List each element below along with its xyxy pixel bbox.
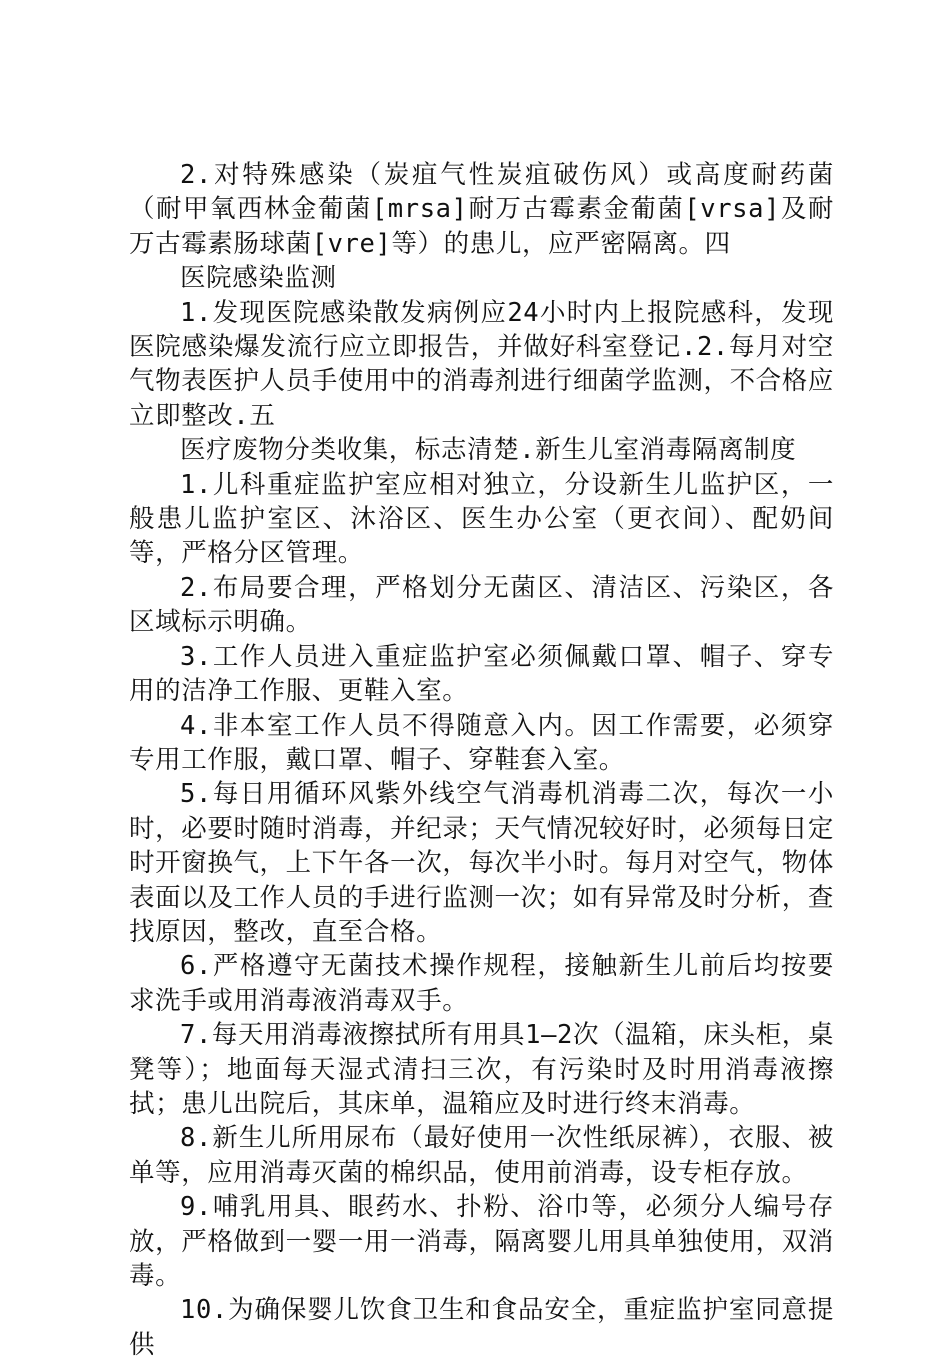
paragraph-neonatal-rule-1: 1.儿科重症监护室应相对独立，分设新生儿监护区，一般患儿监护室区、沐浴区、医生办公室（更衣间）、配奶间等，严格分区管理。	[129, 469, 834, 569]
paragraph-neonatal-rule-7: 7.每天用消毒液擦拭所有用具1—2次（温箱，床头柜，桌凳等）；地面每天湿式清扫三次，有污染时及时用消毒液擦拭；患儿出院后，其床单，温箱应及时进行终末消毒。	[129, 1020, 834, 1119]
paragraph-neonatal-rule-9: 9.哺乳用具、眼药水、扑粉、浴巾等，必须分人编号存放，严格做到一婴一用一消毒，隔离婴儿用具单独使用，双消毒。	[129, 1192, 834, 1291]
paragraph-isolation-rule-2: 2.对特殊感染（炭疽气性炭疽破伤风）或高度耐药菌（耐甲氧西林金葡菌[mrsa]耐万古霉素金葡菌[vrsa]及耐万古霉素肠球菌[vre]等）的患儿，应严密隔离。四	[129, 160, 834, 259]
paragraph-monitoring-rules: 1.发现医院感染散发病例应24小时内上报院感科，发现医院感染爆发流行应立即报告，并做好科室登记.2.每月对空气物表医护人员手使用中的消毒剂进行细菌学监测，不合格应立即整改.五	[129, 297, 834, 431]
section-heading-waste-and-neonatal: 医疗废物分类收集，标志清楚.新生儿室消毒隔离制度	[180, 435, 797, 466]
paragraph-neonatal-rule-2: 2.布局要合理，严格划分无菌区、清洁区、污染区，各区域标示明确。	[129, 572, 834, 638]
paragraph-neonatal-rule-10: 10.为确保婴儿饮食卫生和食品安全，重症监护室同意提供	[129, 1295, 834, 1360]
paragraph-neonatal-rule-4: 4.非本室工作人员不得随意入内。因工作需要，必须穿专用工作服，戴口罩、帽子、穿鞋套入室。	[129, 710, 834, 775]
paragraph-neonatal-rule-5: 5.每日用循环风紫外线空气消毒机消毒二次，每次一小时，必要时随时消毒，并纪录；天气情况较好时，必须每日定时开窗换气，上下午各一次，每次半小时。每月对空气，物体表面以及工作人员的手进行监测一次；如有异常及时分析，查找原因，整改，直至合格。	[129, 779, 834, 947]
paragraph-neonatal-rule-6: 6.严格遵守无菌技术操作规程，接触新生儿前后均按要求洗手或用消毒液消毒双手。	[129, 951, 834, 1016]
paragraph-neonatal-rule-8: 8.新生儿所用尿布（最好使用一次性纸尿裤），衣服、被单等，应用消毒灭菌的棉织品，使用前消毒，设专柜存放。	[129, 1123, 834, 1188]
section-heading-infection-monitoring: 医院感染监测	[180, 263, 337, 294]
paragraph-neonatal-rule-3: 3.工作人员进入重症监护室必须佩戴口罩、帽子、穿专用的洁净工作服、更鞋入室。	[129, 641, 834, 707]
document-body	[129, 158, 834, 1362]
